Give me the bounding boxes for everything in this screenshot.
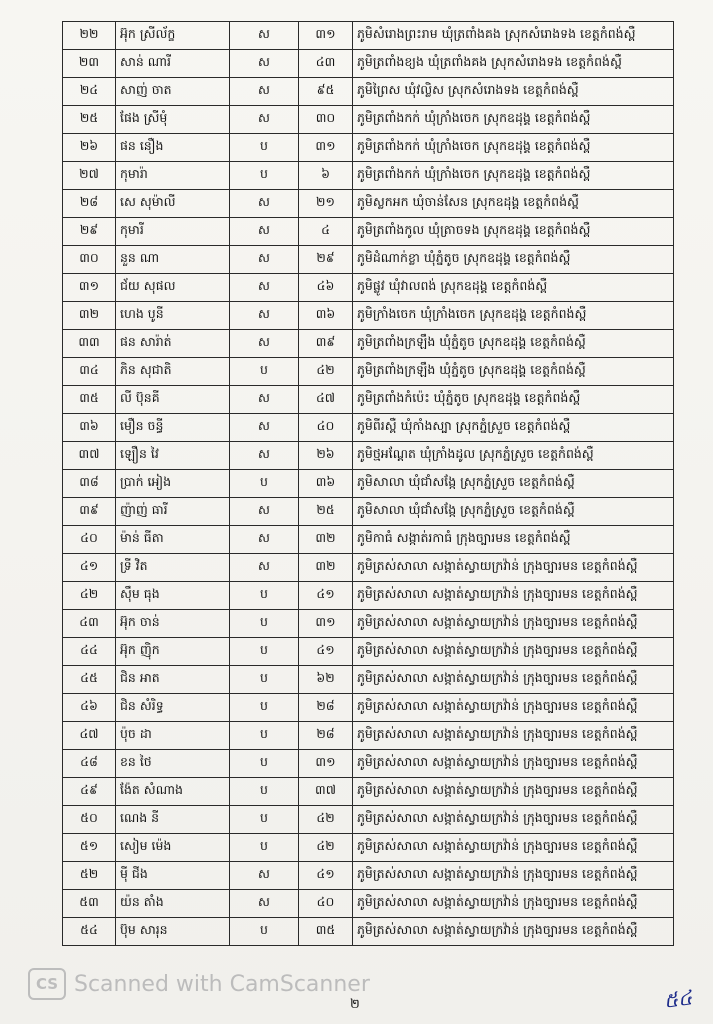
age: ៣៦ (299, 470, 353, 498)
person-name: សាញ់ ចាត (116, 78, 230, 106)
table-row (63, 442, 674, 470)
row-number: ៣៦ (63, 414, 116, 442)
age: ៣១ (299, 750, 353, 778)
age: ៤៣ (299, 50, 353, 78)
person-name: ភិន សុជាតិ (116, 358, 230, 386)
address: ភូមិពីរស្ពឺ ឃុំកាំងស្បា ស្រុកភ្នំស្រួច ខេត្តកំពង់ស្ពឺ (353, 414, 674, 442)
age: ៤៧ (299, 386, 353, 414)
row-number: ៣៥ (63, 386, 116, 414)
row-number: ៤៨ (63, 750, 116, 778)
person-name: ប៉ុច ដា (116, 722, 230, 750)
row-number: ៣១ (63, 274, 116, 302)
address: ភូមិត្រស់សាលា សង្កាត់ស្វាយក្រវ៉ាន់ ក្រុងច្បារមន ខេត្តកំពង់ស្ពឺ (353, 778, 674, 806)
age: ៤ (299, 218, 353, 246)
address: ភូមិត្រពាំងខ្យង ឃុំត្រពាំងគង ស្រុកសំរោងទង ខេត្តកំពង់ស្ពឺ (353, 50, 674, 78)
person-name: អ៊ុក ចាន់ (116, 610, 230, 638)
table-row (63, 358, 674, 386)
age: ៤១ (299, 862, 353, 890)
row-number: ២៦ (63, 134, 116, 162)
age: ២៨ (299, 694, 353, 722)
sex-code: ស (230, 554, 299, 582)
sex-code: ប (230, 778, 299, 806)
person-name: ណេង នី (116, 806, 230, 834)
table-row (63, 246, 674, 274)
address: ភូមិត្រស់សាលា សង្កាត់ស្វាយក្រវ៉ាន់ ក្រុងច្បារមន ខេត្តកំពង់ស្ពឺ (353, 750, 674, 778)
row-number: ៤៧ (63, 722, 116, 750)
person-name: អ៊ុក ស្រីល័ក្ខ (116, 22, 230, 50)
row-number: ៣៩ (63, 498, 116, 526)
row-number: ៣៣ (63, 330, 116, 358)
table-row (63, 582, 674, 610)
row-number: ៥៤ (63, 918, 116, 946)
person-name: ទ្រី វិត (116, 554, 230, 582)
age: ៣១ (299, 22, 353, 50)
age: ២១ (299, 190, 353, 218)
table-row (63, 722, 674, 750)
person-name: ស៊ឹម ធុង (116, 582, 230, 610)
sex-code: ស (230, 890, 299, 918)
row-number: ៤៣ (63, 610, 116, 638)
age: ៣២ (299, 526, 353, 554)
person-name: ជ័យ សុផល (116, 274, 230, 302)
table-row (63, 806, 674, 834)
person-name: ហេង បូនី (116, 302, 230, 330)
age: ២៨ (299, 722, 353, 750)
person-name: ផែង ស្រីមុំ (116, 106, 230, 134)
age: ៣៦ (299, 302, 353, 330)
row-number: ៤១ (63, 554, 116, 582)
row-number: ៥០ (63, 806, 116, 834)
address: ភូមិសាលា ឃុំជាំសង្កែ ស្រុកភ្នំស្រួច ខេត្តកំពង់ស្ពឺ (353, 498, 674, 526)
person-name: ឡឿន វៃ (116, 442, 230, 470)
camscanner-logo-text: CS (35, 975, 59, 993)
sex-code: ប (230, 666, 299, 694)
row-number: ៤៤ (63, 638, 116, 666)
age: ៤១ (299, 638, 353, 666)
person-name: សៀម ម៉េង (116, 834, 230, 862)
sex-code: ប (230, 470, 299, 498)
sex-code: ស (230, 274, 299, 302)
table-row (63, 190, 674, 218)
address: ភូមិស្លកអក ឃុំចាន់សែន ស្រុកឧដុង្គ ខេត្តកំពង់ស្ពឺ (353, 190, 674, 218)
table-row (63, 414, 674, 442)
sex-code: ស (230, 106, 299, 134)
address: ភូមិក្រាំងចេក ឃុំក្រាំងចេក ស្រុកឧដុង្គ ខេត្តកំពង់ស្ពឺ (353, 302, 674, 330)
table-row (63, 610, 674, 638)
sex-code: ប (230, 918, 299, 946)
camscanner-logo-icon (28, 968, 66, 1000)
table-row (63, 554, 674, 582)
table-row (63, 50, 674, 78)
table-row (63, 302, 674, 330)
address: ភូមិត្រស់សាលា សង្កាត់ស្វាយក្រវ៉ាន់ ក្រុងច្បារមន ខេត្តកំពង់ស្ពឺ (353, 862, 674, 890)
address: ភូមិត្រស់សាលា សង្កាត់ស្វាយក្រវ៉ាន់ ក្រុងច្បារមន ខេត្តកំពង់ស្ពឺ (353, 890, 674, 918)
age: ២៩ (299, 246, 353, 274)
address: ភូមិថ្មអណ្ដែត ឃុំក្រាំងដូល ស្រុកភ្នំស្រួច ខេត្តកំពង់ស្ពឺ (353, 442, 674, 470)
roster-table (62, 21, 674, 946)
row-number: ២៣ (63, 50, 116, 78)
person-name: ង៉ែត សំណាង (116, 778, 230, 806)
address: ភូមិត្រពាំងក្រឡឹង ឃុំភ្នំតូច ស្រុកឧដុង្គ ខេត្តកំពង់ស្ពឺ (353, 330, 674, 358)
person-name: ជិន សំរិទ្ធ (116, 694, 230, 722)
address: ភូមិត្រពាំងក្រឡឹង ឃុំភ្នំតូច ស្រុកឧដុង្គ ខេត្តកំពង់ស្ពឺ (353, 358, 674, 386)
table-row (63, 22, 674, 50)
person-name: កុមារ៉ា (116, 162, 230, 190)
sex-code: ស (230, 246, 299, 274)
age: ៤២ (299, 806, 353, 834)
person-name: ប៊ុម សារុន (116, 918, 230, 946)
age: ៤០ (299, 890, 353, 918)
address: ភូមិផ្លូវ ឃុំវាលពង់ ស្រុកឧដុង្គ ខេត្តកំពង់ស្ពឺ (353, 274, 674, 302)
table-row (63, 526, 674, 554)
address: ភូមិត្រពាំងកក់ ឃុំក្រាំងចេក ស្រុកឧដុង្គ ខេត្តកំពង់ស្ពឺ (353, 162, 674, 190)
sex-code: ប (230, 834, 299, 862)
age: ៣០ (299, 106, 353, 134)
table-row (63, 834, 674, 862)
age: ៣១ (299, 610, 353, 638)
row-number: ៥៣ (63, 890, 116, 918)
page-number: ២ (350, 997, 360, 1012)
sex-code: ប (230, 134, 299, 162)
row-number: ២៨ (63, 190, 116, 218)
sex-code: ស (230, 330, 299, 358)
address: ភូមិត្រស់សាលា សង្កាត់ស្វាយក្រវ៉ាន់ ក្រុងច្បារមន ខេត្តកំពង់ស្ពឺ (353, 918, 674, 946)
person-name: ប្រាក់ អៀង (116, 470, 230, 498)
age: ៤២ (299, 834, 353, 862)
table-row (63, 78, 674, 106)
address: ភូមិត្រស់សាលា សង្កាត់ស្វាយក្រវ៉ាន់ ក្រុងច្បារមន ខេត្តកំពង់ស្ពឺ (353, 806, 674, 834)
age: ៣១ (299, 134, 353, 162)
sex-code: ប (230, 162, 299, 190)
person-name: សេ សុម៉ាលី (116, 190, 230, 218)
watermark-text: Scanned with CamScanner (74, 971, 370, 997)
sex-code: ស (230, 50, 299, 78)
table-row (63, 330, 674, 358)
row-number: ៣០ (63, 246, 116, 274)
sex-code: ប (230, 722, 299, 750)
table-row (63, 274, 674, 302)
address: ភូមិត្រស់សាលា សង្កាត់ស្វាយក្រវ៉ាន់ ក្រុងច្បារមន ខេត្តកំពង់ស្ពឺ (353, 722, 674, 750)
table-row (63, 386, 674, 414)
table-row (63, 638, 674, 666)
row-number: ៤២ (63, 582, 116, 610)
sex-code: ស (230, 442, 299, 470)
roster-body (63, 22, 674, 946)
sex-code: ប (230, 806, 299, 834)
address: ភូមិត្រស់សាលា សង្កាត់ស្វាយក្រវ៉ាន់ ក្រុងច្បារមន ខេត្តកំពង់ស្ពឺ (353, 582, 674, 610)
address: ភូមិត្រស់សាលា សង្កាត់ស្វាយក្រវ៉ាន់ ក្រុងច្បារមន ខេត្តកំពង់ស្ពឺ (353, 834, 674, 862)
sex-code: ប (230, 694, 299, 722)
address: ភូមិត្រស់សាលា សង្កាត់ស្វាយក្រវ៉ាន់ ក្រុងច្បារមន ខេត្តកំពង់ស្ពឺ (353, 610, 674, 638)
age: ៦២ (299, 666, 353, 694)
table-row (63, 862, 674, 890)
address: ភូមិត្រពាំងកក់ ឃុំក្រាំងចេក ស្រុកឧដុង្គ ខេត្តកំពង់ស្ពឺ (353, 106, 674, 134)
person-name: ម៉ី ជីង (116, 862, 230, 890)
address: ភូមិសំរោងព្រះរាម ឃុំត្រពាំងគង ស្រុកសំរោងទង ខេត្តកំពង់ស្ពឺ (353, 22, 674, 50)
address: ភូមិត្រពាំងកូល ឃុំត្រាចទង ស្រុកឧដុង្គ ខេត្តកំពង់ស្ពឺ (353, 218, 674, 246)
person-name: ជិន អាត (116, 666, 230, 694)
sex-code: ស (230, 498, 299, 526)
age: ៣៧ (299, 778, 353, 806)
address: ភូមិត្រពាំងកក់ ឃុំក្រាំងចេក ស្រុកឧដុង្គ ខេត្តកំពង់ស្ពឺ (353, 134, 674, 162)
table-row (63, 666, 674, 694)
person-name: អ៊ុក ញ៉ិក (116, 638, 230, 666)
age: ៣២ (299, 554, 353, 582)
address: ភូមិត្រស់សាលា សង្កាត់ស្វាយក្រវ៉ាន់ ក្រុងច្បារមន ខេត្តកំពង់ស្ពឺ (353, 554, 674, 582)
sex-code: ស (230, 190, 299, 218)
address: ភូមិត្រស់សាលា សង្កាត់ស្វាយក្រវ៉ាន់ ក្រុងច្បារមន ខេត្តកំពង់ស្ពឺ (353, 638, 674, 666)
sex-code: ស (230, 22, 299, 50)
age: ៩៥ (299, 78, 353, 106)
person-name: សាន់ ណារី (116, 50, 230, 78)
age: ៤១ (299, 582, 353, 610)
address: ភូមិត្រពាំងកំប៉េះ ឃុំភ្នំតូច ស្រុកឧដុង្គ ខេត្តកំពង់ស្ពឺ (353, 386, 674, 414)
row-number: ២៥ (63, 106, 116, 134)
row-number: ៥២ (63, 862, 116, 890)
address: ភូមិត្រស់សាលា សង្កាត់ស្វាយក្រវ៉ាន់ ក្រុងច្បារមន ខេត្តកំពង់ស្ពឺ (353, 694, 674, 722)
row-number: ៣៤ (63, 358, 116, 386)
address: ភូមិកាធំ សង្កាត់រកាធំ ក្រុងច្បារមន ខេត្តកំពង់ស្ពឺ (353, 526, 674, 554)
sex-code: ស (230, 862, 299, 890)
row-number: ៣២ (63, 302, 116, 330)
sex-code: ស (230, 218, 299, 246)
sex-code: ប (230, 638, 299, 666)
address: ភូមិព្រៃស ឃុំវល្លិស ស្រុកសំរោងទង ខេត្តកំពង់ស្ពឺ (353, 78, 674, 106)
table-row (63, 498, 674, 526)
sex-code: ស (230, 78, 299, 106)
person-name: ផន សារ៉ាត់ (116, 330, 230, 358)
sex-code: ប (230, 358, 299, 386)
table-row (63, 918, 674, 946)
person-name: មឿន ចន្ធី (116, 414, 230, 442)
sex-code: ប (230, 582, 299, 610)
row-number: ៥១ (63, 834, 116, 862)
row-number: ២៧ (63, 162, 116, 190)
sex-code: ប (230, 610, 299, 638)
table-row (63, 218, 674, 246)
person-name: ខន ថៃ (116, 750, 230, 778)
person-name: យ៉ន តាំង (116, 890, 230, 918)
age: ៤២ (299, 358, 353, 386)
table-row (63, 890, 674, 918)
age: ៤៦ (299, 274, 353, 302)
row-number: ៤៦ (63, 694, 116, 722)
camscanner-watermark (28, 968, 370, 1000)
table-row (63, 778, 674, 806)
age: ២៦ (299, 442, 353, 470)
age: ៣៥ (299, 918, 353, 946)
person-name: ម៉ាន់ ធីតា (116, 526, 230, 554)
age: ៤០ (299, 414, 353, 442)
row-number: ៤៩ (63, 778, 116, 806)
table-row (63, 134, 674, 162)
row-number: ៤៥ (63, 666, 116, 694)
age: ៦ (299, 162, 353, 190)
table-row (63, 694, 674, 722)
age: ៣៩ (299, 330, 353, 358)
person-name: ផន នឿង (116, 134, 230, 162)
row-number: ៤០ (63, 526, 116, 554)
row-number: ៣៨ (63, 470, 116, 498)
handwritten-margin-note: ៥៤ (662, 985, 694, 1013)
row-number: ២៩ (63, 218, 116, 246)
sex-code: ប (230, 750, 299, 778)
person-name: ញ៉ាញ់ ធារី (116, 498, 230, 526)
person-name: កុមារី (116, 218, 230, 246)
sex-code: ស (230, 386, 299, 414)
sex-code: ស (230, 302, 299, 330)
row-number: ៣៧ (63, 442, 116, 470)
table-row (63, 106, 674, 134)
sex-code: ស (230, 414, 299, 442)
table-row (63, 470, 674, 498)
age: ២៥ (299, 498, 353, 526)
address: ភូមិសាលា ឃុំជាំសង្កែ ស្រុកភ្នំស្រួច ខេត្តកំពង់ស្ពឺ (353, 470, 674, 498)
person-name: លី ប៊ុនគី (116, 386, 230, 414)
address: ភូមិដំណាក់ខ្លា ឃុំភ្នំតូច ស្រុកឧដុង្គ ខេត្តកំពង់ស្ពឺ (353, 246, 674, 274)
row-number: ២៤ (63, 78, 116, 106)
address: ភូមិត្រស់សាលា សង្កាត់ស្វាយក្រវ៉ាន់ ក្រុងច្បារមន ខេត្តកំពង់ស្ពឺ (353, 666, 674, 694)
sex-code: ស (230, 526, 299, 554)
table-row (63, 750, 674, 778)
table-row (63, 162, 674, 190)
row-number: ២២ (63, 22, 116, 50)
person-name: នួន ណា (116, 246, 230, 274)
